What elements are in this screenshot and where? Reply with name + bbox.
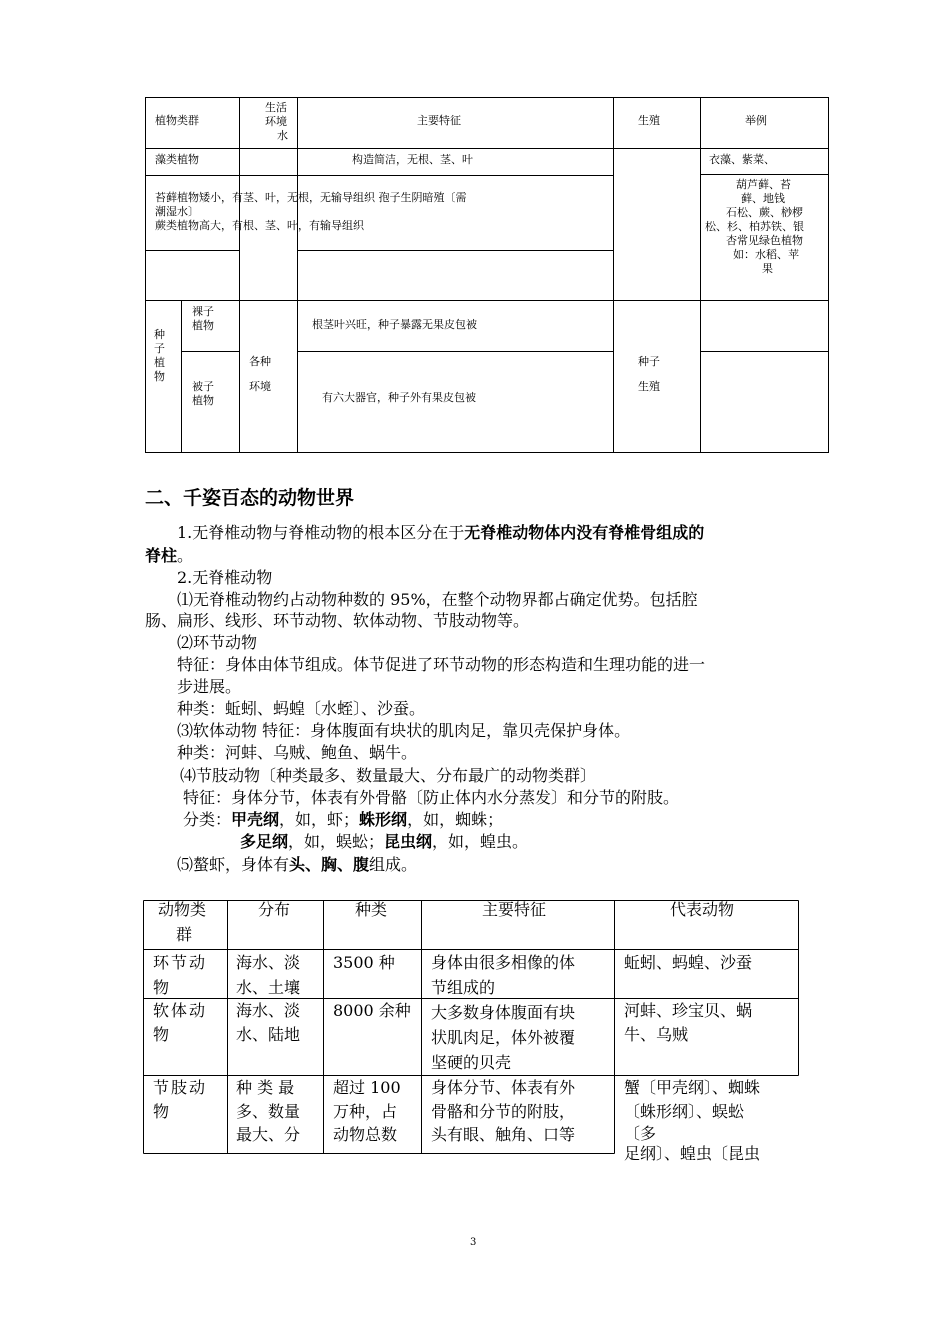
r1-example: 蚯蚓、蚂蝗、沙蚕 [624, 953, 753, 972]
algae-name: 藻类植物 [155, 153, 199, 166]
r3-example-4: 足纲〕、蝗虫〔昆虫 [624, 1144, 761, 1163]
example-line-6: 如：水稻、苹 [733, 248, 799, 261]
r3-species-1: 超过 100 [333, 1078, 401, 1097]
header-env-1: 生活 [265, 101, 287, 114]
example-line-3: 石松、蕨、桫椤 [726, 206, 803, 219]
r3-example-2: 〔蛛形纲〕、蜈蚣 [624, 1102, 745, 1121]
paragraph-11: 分类：甲壳纲，如，虾；蛛形纲，如，蜘蛛； [183, 810, 504, 829]
paragraph-6: 种类：蚯蚓、蚂蝗〔水蛭〕、沙蚕。 [177, 699, 426, 718]
example-line-5: 杏常见绿色植物 [726, 234, 803, 247]
paragraph-5: 特征：身体由体节组成。体节促进了环节动物的形态构造和生理功能的进一 [177, 655, 706, 674]
example-line-4: 松、杉、柏苏铁、银 [705, 220, 804, 233]
r3-species-2: 万种，占 [333, 1102, 398, 1121]
header-example: 举例 [745, 114, 767, 127]
paragraph-1-cont: 脊柱。 [145, 546, 194, 565]
paragraph-13: ⑸螯虾，身体有头、胸、腹组成。 [177, 855, 418, 874]
r3-example-1: 蟹〔甲壳纲〕、蜘蛛 [624, 1078, 761, 1097]
r1-feature-1: 身体由很多相像的体 [431, 953, 576, 972]
animal-header-feature: 主要特征 [482, 900, 547, 919]
r2-feature-1: 大多数身体腹面有块 [431, 1003, 576, 1022]
example-line-2: 藓、地钱 [741, 192, 785, 205]
r3-group-2: 物 [153, 1102, 170, 1121]
r3-species-3: 动物总数 [333, 1125, 398, 1144]
fern-line: 蕨类植物高大，有根、茎、叶，有输导组织 [155, 219, 364, 232]
seed-group-3: 植 [154, 356, 165, 369]
paragraph-1: 1.无脊椎动物与脊椎动物的根本区分在于无脊椎动物体内没有脊椎骨组成的 [177, 523, 705, 542]
paragraph-3-cont: 肠、扁形、线形、环节动物、软体动物、节肢动物等。 [145, 611, 530, 630]
animal-header-species: 种类 [355, 900, 388, 919]
r1-group-1: 环节动 [153, 953, 208, 972]
section-heading: 二、千姿百态的动物世界 [145, 487, 355, 509]
example-line-1: 葫芦藓、苔 [736, 178, 791, 191]
r3-example-3: 〔多 [624, 1124, 657, 1143]
r2-species: 8000 余种 [333, 1001, 411, 1020]
r2-group-2: 物 [153, 1025, 170, 1044]
r2-dist-2: 水、陆地 [236, 1025, 301, 1044]
r3-dist-3: 最大、分 [236, 1125, 301, 1144]
r3-feature-1: 身体分节、体表有外 [431, 1078, 576, 1097]
paragraph-7: ⑶软体动物 特征：身体腹面有块状的肌肉足，靠贝壳保护身体。 [177, 721, 631, 740]
header-feature: 主要特征 [417, 114, 461, 127]
paragraph-12: 多足纲，如，蜈蚣；昆虫纲，如，蝗虫。 [240, 832, 529, 851]
paragraph-8: 种类：河蚌、乌贼、鲍鱼、蜗牛。 [177, 743, 418, 762]
animal-header-group-1: 动物类 [158, 900, 207, 919]
r2-dist-1: 海水、淡 [236, 1001, 301, 1020]
paragraph-5-cont: 步进展。 [177, 677, 242, 696]
animal-header-distribution: 分布 [258, 900, 291, 919]
r3-group-1: 节肢动 [153, 1078, 208, 1097]
paragraph-3: ⑴无脊椎动物约占动物种数的 95%，在整个动物界都占确定优势。包括腔 [177, 590, 698, 609]
animal-header-group-2: 群 [176, 925, 193, 944]
r3-feature-3: 头有眼、触角、口等 [431, 1125, 576, 1144]
example-line-7: 果 [762, 262, 773, 275]
header-group: 植物类群 [155, 114, 199, 127]
r1-dist-2: 水、土壤 [236, 978, 301, 997]
r2-example-1: 河蚌、珍宝贝、蜗 [624, 1001, 753, 1020]
angio-name-1: 被子 [192, 380, 214, 393]
seed-group-2: 子 [154, 342, 165, 355]
angio-name-2: 植物 [192, 394, 214, 407]
seed-repro-2: 生殖 [638, 380, 660, 393]
seed-repro-1: 种子 [638, 355, 660, 368]
header-env-2: 环境 [265, 115, 287, 128]
r2-feature-3: 坚硬的贝壳 [431, 1053, 512, 1072]
r1-feature-2: 节组成的 [431, 978, 496, 997]
paragraph-2: 2.无脊椎动物 [177, 568, 273, 587]
angio-feature: 有六大器官，种子外有果皮包被 [322, 391, 476, 404]
paragraph-10: 特征：身体分节，体表有外骨骼〔防止体内水分蒸发〕和分节的附肢。 [183, 788, 680, 807]
gymno-feature: 根茎叶兴旺，种子暴露无果皮包被 [312, 318, 477, 331]
r2-feature-2: 状肌肉足，体外被覆 [431, 1028, 576, 1047]
paragraph-4: ⑵环节动物 [177, 633, 258, 652]
paragraph-9: ⑷节肢动物〔种类最多、数量最大、分布最广的动物类群〕 [180, 766, 597, 785]
r2-example-2: 牛、乌贼 [624, 1025, 689, 1044]
seed-env-2: 环境 [249, 380, 271, 393]
moss-line: 苔藓植物矮小，有茎、叶，无根，无输导组织 孢子生阴暗殖〔需 [155, 191, 467, 204]
seed-group-4: 物 [154, 370, 165, 383]
r3-feature-2: 骨骼和分节的附肢， [431, 1102, 576, 1121]
r2-group-1: 软体动 [153, 1001, 208, 1020]
algae-feature: 构造简洁，无根、茎、叶 [352, 153, 473, 166]
header-reproduction: 生殖 [638, 114, 660, 127]
seed-env-1: 各种 [249, 355, 271, 368]
gymno-name-1: 裸子 [192, 305, 214, 318]
r1-dist-1: 海水、淡 [236, 953, 301, 972]
r3-dist-1: 种 类 最 [236, 1078, 295, 1097]
page-number: 3 [470, 1237, 477, 1248]
r1-species: 3500 种 [333, 953, 395, 972]
header-env-3: 水 [277, 129, 288, 142]
moss-line-2: 潮湿水〕 [155, 205, 199, 218]
r3-dist-2: 多、数量 [236, 1102, 301, 1121]
r1-group-2: 物 [153, 978, 170, 997]
gymno-name-2: 植物 [192, 319, 214, 332]
animal-header-example: 代表动物 [670, 900, 735, 919]
seed-group-1: 种 [154, 328, 165, 341]
algae-example: 衣藻、紫菜、 [709, 153, 775, 166]
